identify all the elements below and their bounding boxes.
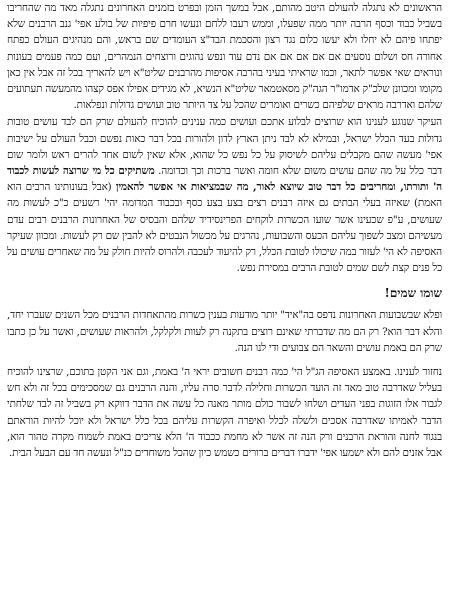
paragraph-4: נחזור לענינו. באמצע האסיפה הג"ל הי' כמה רבנים חשובים יראי ה' באמת, וגם אני הקטן בתוכם, שרצינו להוכיח בעליל שאדרבה טוב מאד זה הועד הכשרות וחלילה לדבר סרה עליו, והנה הרבנים גם שמסכימים בכל זה ולא חש לגבור אלו הזוגות בפני העדים ושלחו לשבור כולם מותר מאנה כל עשה את הדבר דווקא רק בשביל זה לבד שלחתי הדבר לאמיתו שאדרבה אסכים ולשלה לכלל ואיפרה הקשרות עליהם בכל כלל ישראל ולא יוכל להיות הוראתם בנגוד לחנה והוראת הרבנים ורק הנה זה אשר לא מחמת ככבוד ה' הלא צריכים באמת לשמוח מקרה טהור הוא, אבל אזנים להם ולא ישמעו אפי' ידברו דברים ברורים כשמש כיון שהכל משוחדים כנ"ל ונעשה חד עם הבעל הבית.: [7, 366, 442, 460]
paragraph-3: ופלא שבשבועות האחרונות נדפס בה"איד" יותר מודעות בענין כשרות מהתאחדות הרבנים מכל השנים שעברו יחד, והלא דבר הוא? רק הם מה שדברתי שאינם רוצים בתקנה רק לעוות ולקלקל, ולהראות שעושים, ואשר על כן כתבו שרק הם באמת עושים והשאר הם צבועים ודי לנו הנה.: [7, 309, 442, 354]
paragraph-2-intro: העיקר שנוגע לענינו הוא שרוצים לבלוע אתכם ועושים כמה ענינים להוכיח להעולם שרק הם לבד עושים טובות גדולות בעד הכלל ישראל, ובמילא לא לבד ניתן הארץ לדון ולהורות בכל דבר כאות נפשם וכבל העולם על ישיבות אפי' מעשה שהם מקבלים עליהם לשיסוק על כל נפש כל שהוא, אלא שאין לשום אחד להרים ראש ולומר שום דבר כלל על מה שהם עושים משום שלא חומה ואשר ברכות וכך וכדומה.: [7, 116, 442, 178]
section-heading: שומו שמים!: [384, 286, 442, 301]
paragraph-2-continuation: (אבל בעונותינו הרבים הוא האמת) שאיזה בעלי הבתים גם איזה רבנים רצים בצע בצע כסף ובכבוד המדומה יהי' רשעים כ"כ לעשות מה שעושים, ע"פ שכעינו אשר שועו הכשרות לוקחים הפרינסידיד שלהם והבסיס של האחרונות הרבנים רבים עדם מעשיהם ומצב לשפוך עליהם הכעס והשבועות, נהרגים על מכשול הנבטים לא להבין שם רק לעשות. ומכוון שעיקר האסיפה לא הי' לעזור במה שיכולו לטובת הכלל, רק להיעוד לעכבה ולהרוס להיות חולק על מה שאחרים עושים על כל פנים קצת לשם שמים לטובת הרבים במסירת נפש.: [7, 181, 442, 275]
paragraph-1: הראשונים לא נתגלה להעולם היטב מהותם, אבל במשך הזמן ובפרט בזמנים האחרונים נתגלה מאד מה שהחריבו בשביל כבוד וכסף הרבה יותר ממה שפעלו, וממש רעבו ללחם ונעשו חרם פיפיות של בולע אפי' גנב הרבנים שלא יפתחו פיהם לא יחלו ולא יעשו כלום נגד רצון והסכמת הבד"צ העומדים שם בראש, והם מנהיגים העולם כפתח אחורה חס ושלום נוסעים אם אם אם אם אם נדם עוד ונפש נהוגים ורוצחים הנמהרים, ועם כמה פעמים בעונות ונוראים שאי אפשר לתאר, וכמו שראיתי בעיני בהרבה אסיפות מהרבנים שליט"א ויש להאריך בכל זה אבל אין כאן מקומו ומכוונן שלכ"ק אדמו"ר הגה"ק מסאטמאר שליט"א הנשיא, לא מגידים אפילו אפס קצהו מהמעשה תעתועים שלהם ואדרבה מראים שלפיהם כשרים ואומרים שהכל על צד היותר טוב ועושים גדולות ונפלאות.: [7, 2, 442, 112]
paragraph-2: [7, 114, 442, 276]
paragraph-2-bold-statement: משתיקים כל מי שרוצה לעשות לכבוד ה' ותורתו, ומחריבים כל דבר טוב שיוצא לאור, מה שבמציאות אי אפשר להאמין: [7, 165, 442, 194]
